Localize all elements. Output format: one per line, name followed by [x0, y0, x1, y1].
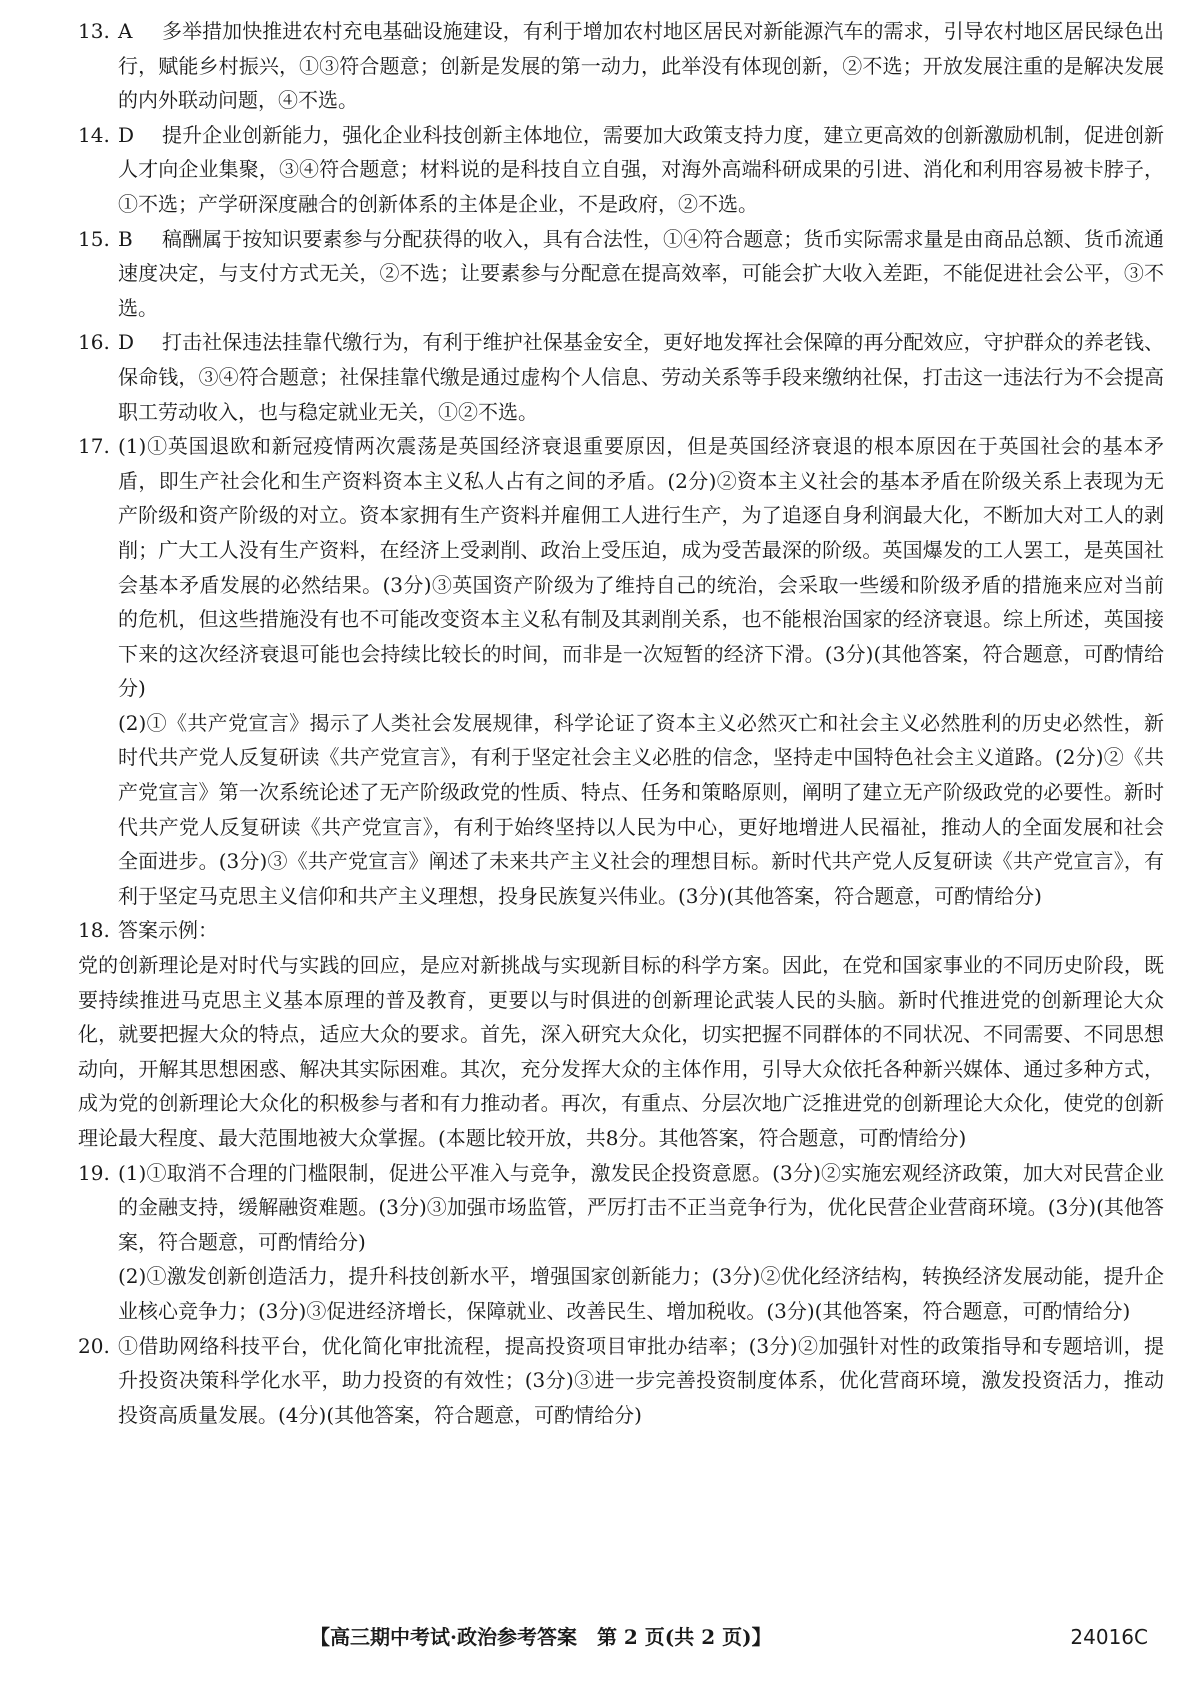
- explanation: 打击社保违法挂靠代缴行为，有利于维护社保基金安全，更好地发挥社会保障的再分配效应，守护群众的养老钱、保命钱，③④符合题意；社保挂靠代缴是通过虚构个人信息、劳动关系等手段来缴纳社保，打击这一违法行为不会提高职工劳动收入，也与稳定就业无关，①②不选。: [118, 330, 1164, 424]
- explanation: 稿酬属于按知识要素参与分配获得的收入，具有合法性，①④符合题意；货币实际需求量是由商品总额、货币流通速度决定，与支付方式无关，②不选；让要素参与分配意在提高效率，可能会扩大收入差距，不能促进社会公平，③不选。: [118, 226, 1164, 320]
- answer-part-1: (1)①取消不合理的门槛限制，促进公平准入与竞争，激发民企投资意愿。(3分)②实施宏观经济政策，加大对民营企业的金融支持，缓解融资难题。(3分)③加强市场监管，严厉打击不正当竞争行为，优化民营企业营商环境。(3分)(其他答案，符合题意，可酌情给分): [118, 1160, 1164, 1254]
- answer-text: [118, 222, 1164, 326]
- item-body: [118, 118, 1164, 222]
- answer-item-13: [78, 14, 1164, 118]
- answer-text: [118, 325, 1164, 429]
- answer-sample-essay: 党的创新理论是对时代与实践的回应，是应对新挑战与实现新目标的科学方案。因此，在党和国家事业的不同历史阶段，既要持续推进马克思主义基本原理的普及教育，更要以与时俱进的创新理论武装人民的头脑。新时代推进党的创新理论大众化，就要把握大众的特点，适应大众的要求。首先，深入研究大众化，切实把握不同群体的不同状况、不同需要、不同思想动向，开解其思想困惑、解决其实际困难。其次，充分发挥大众的主体作用，引导大众依托各种新兴媒体、通过多种方式，成为党的创新理论大众化的积极参与者和有力推动者。再次，有重点、分层次地广泛推进党的创新理论大众化，使党的创新理论最大程度、最大范围地被大众掌握。(本题比较开放，共8分。其他答案，符合题意，可酌情给分): [78, 953, 1164, 1150]
- answer-item-20: [78, 1329, 1164, 1433]
- item-body: [118, 14, 1164, 118]
- answer-item-15: [78, 222, 1164, 326]
- item-number: 13.: [78, 19, 110, 43]
- item-body: [118, 1156, 1164, 1329]
- item-number: 16.: [78, 330, 110, 355]
- answer-item-16: [78, 325, 1164, 429]
- answer-item-17: [78, 429, 1164, 913]
- item-number: 20.: [78, 1333, 110, 1358]
- item-body: [118, 429, 1164, 913]
- answer-heading: 答案示例：: [118, 918, 218, 943]
- answer-key-page: [78, 14, 1164, 1432]
- answer-text: [118, 14, 1164, 118]
- document-code: 24016C: [1070, 1625, 1148, 1649]
- item-body: [118, 325, 1164, 429]
- answer-part-1: (1)①英国退欧和新冠疫情两次震荡是英国经济衰退重要原因，但是英国经济衰退的根本原因在于英国社会的基本矛盾，即生产社会化和生产资料资本主义私人占有之间的矛盾。(2分)②资本主义社会的基本矛盾在阶级关系上表现为无产阶级和资产阶级的对立。资本家拥有生产资料并雇佣工人进行生产，为了追逐自身利润最大化，不断加大对工人的剥削；广大工人没有生产资料，在经济上受剥削、政治上受压迫，成为受苦最深的阶级。英国爆发的工人罢工，是英国社会基本矛盾发展的必然结果。(3分)③英国资产阶级为了维持自己的统治，会采取一些缓和阶级矛盾的措施来应对当前的危机，但这些措施没有也不可能改变资本主义私有制及其剥削关系，也不能根治国家的经济衰退。综上所述，英国接下来的这次经济衰退可能也会持续比较长的时间，而非是一次短暂的经济下滑。(3分)(其他答案，符合题意，可酌情给分): [118, 434, 1164, 701]
- answer-part-2: (2)①激发创新创造活力，提升科技创新水平，增强国家创新能力；(3分)②优化经济结构，转换经济发展动能，提升企业核心竞争力；(3分)③促进经济增长，保障就业、改善民生、增加税收。(3分)(其他答案，符合题意，可酌情给分): [118, 1264, 1164, 1323]
- item-body: [118, 222, 1164, 326]
- page-footer: [0, 1620, 1200, 1654]
- answer-item-18: [78, 913, 1164, 948]
- item-body: [118, 913, 1164, 948]
- answer-letter: D: [118, 330, 135, 355]
- item-number: 18.: [78, 918, 110, 943]
- answer-letter: D: [118, 122, 135, 147]
- answer-text: ①借助网络科技平台，优化简化审批流程，提高投资项目审批办结率；(3分)②加强针对性的政策指导和专题培训，提升投资决策科学化水平，助力投资的有效性；(3分)③进一步完善投资制度体系，优化营商环境，激发投资活力，推动投资高质量发展。(4分)(其他答案，符合题意，可酌情给分): [118, 1333, 1164, 1427]
- answer-part-2: (2)①《共产党宣言》揭示了人类社会发展规律，科学论证了资本主义必然灭亡和社会主义必然胜利的历史必然性，新时代共产党人反复研读《共产党宣言》，有利于坚定社会主义必胜的信念，坚持走中国特色社会主义道路。(2分)②《共产党宣言》第一次系统论述了无产阶级政党的性质、特点、任务和策略原则，阐明了建立无产阶级政党的必要性。新时代共产党人反复研读《共产党宣言》，有利于始终坚持以人民为中心，更好地增进人民福祉，推动人的全面发展和社会全面进步。(3分)③《共产党宣言》阐述了未来共产主义社会的理想目标。新时代共产党人反复研读《共产党宣言》，有利于坚定马克思主义信仰和共产主义理想，投身民族复兴伟业。(3分)(其他答案，符合题意，可酌情给分): [118, 710, 1164, 908]
- explanation: 多举措加快推进农村充电基础设施建设，有利于增加农村地区居民对新能源汽车的需求，引导农村地区居民绿色出行，赋能乡村振兴，①③符合题意；创新是发展的第一动力，此举没有体现创新，②不选；开放发展注重的是解决发展的内外联动问题，④不选。: [118, 19, 1164, 113]
- item-number: 15.: [78, 226, 110, 251]
- answer-letter: B: [118, 226, 133, 251]
- answer-item-14: [78, 118, 1164, 222]
- footer-title: 【高三期中考试·政治参考答案 第 2 页(共 2 页)】: [310, 1625, 772, 1649]
- answer-item-19: [78, 1156, 1164, 1329]
- item-number: 14.: [78, 122, 110, 147]
- item-body: [118, 1329, 1164, 1433]
- explanation: 提升企业创新能力，强化企业科技创新主体地位，需要加大政策支持力度，建立更高效的创新激励机制，促进创新人才向企业集聚，③④符合题意；材料说的是科技自立自强，对海外高端科研成果的引进、消化和利用容易被卡脖子，①不选；产学研深度融合的创新体系的主体是企业，不是政府，②不选。: [118, 122, 1164, 216]
- item-number: 19.: [78, 1160, 110, 1185]
- item-number: 17.: [78, 434, 110, 459]
- answer-text: [118, 118, 1164, 222]
- answer-letter: A: [118, 19, 133, 43]
